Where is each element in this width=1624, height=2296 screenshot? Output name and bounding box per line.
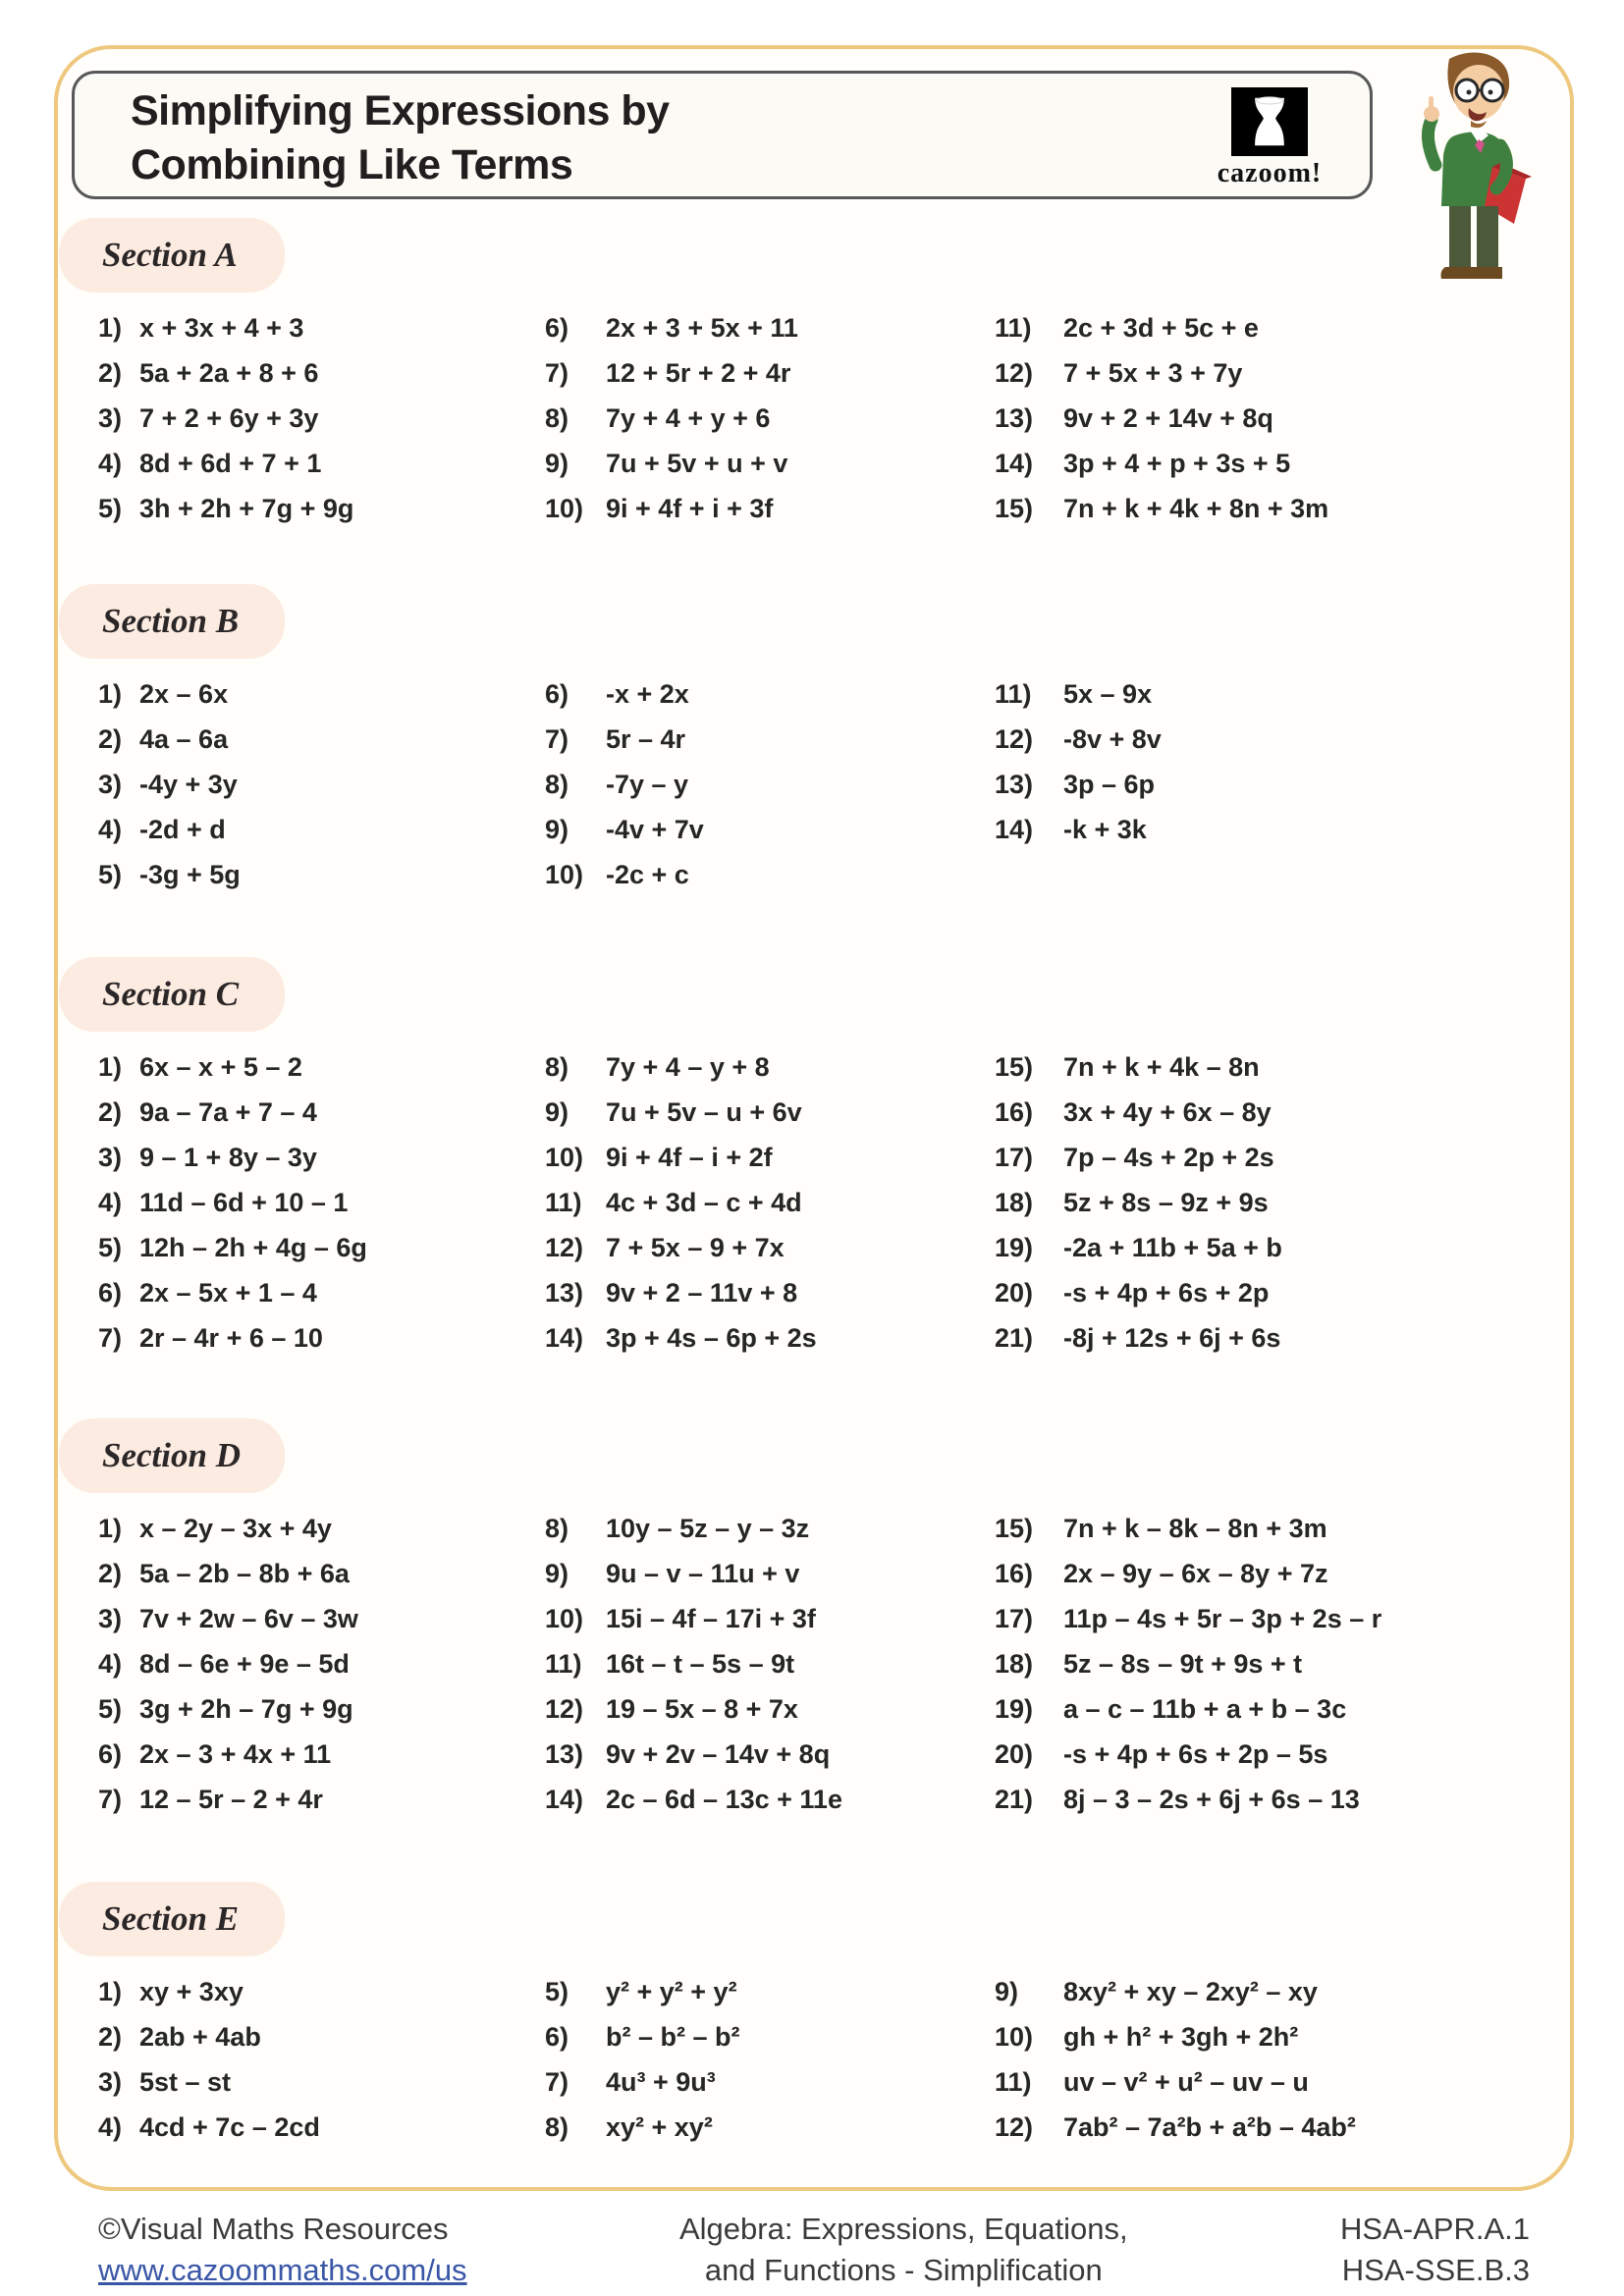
problem-expression: -2c + c [606, 859, 689, 889]
problem-item [98, 2105, 538, 2150]
section-title: Section A [102, 236, 238, 274]
footer-topic-block [679, 2209, 1128, 2291]
problem-column [545, 305, 987, 531]
problem-column [545, 1506, 987, 1822]
problem-expression: 9 – 1 + 8y – 3y [139, 1142, 317, 1172]
problem-expression: -s + 4p + 6s + 2p – 5s [1063, 1738, 1328, 1769]
problem-number: 1) [98, 678, 123, 709]
problem-item [995, 1135, 1584, 1180]
problem-item [995, 1270, 1584, 1315]
problem-item [98, 2059, 538, 2105]
problem-expression: -8j + 12s + 6j + 6s [1063, 1322, 1281, 1353]
section-title: Section D [102, 1436, 241, 1474]
page-footer [98, 2209, 1530, 2291]
problem-item [545, 1686, 987, 1732]
problem-expression: uv – v² + u² – uv – u [1063, 2066, 1309, 2097]
problem-item [545, 1090, 987, 1135]
problem-number: 4) [98, 814, 123, 844]
problem-expression: -k + 3k [1063, 814, 1147, 844]
problem-item [995, 1777, 1584, 1822]
problem-expression: 9v + 2v – 14v + 8q [606, 1738, 831, 1769]
problem-number: 14) [995, 448, 1034, 478]
problem-expression: 5z + 8s – 9z + 9s [1063, 1187, 1269, 1217]
topic-line1: Algebra: Expressions, Equations, [678, 2212, 1128, 2246]
problem-number: 5) [98, 1693, 123, 1724]
problem-expression: 2x – 3 + 4x + 11 [139, 1738, 332, 1769]
problem-item [98, 1270, 538, 1315]
footer-standards-block [1340, 2209, 1530, 2291]
problem-item [995, 350, 1584, 396]
problem-expression: 7n + k + 4k + 8n + 3m [1063, 493, 1329, 523]
problem-item [545, 350, 987, 396]
problem-number: 17) [995, 1603, 1034, 1633]
problem-expression: 7 + 5x + 3 + 7y [1063, 357, 1243, 388]
problem-expression: -7y – y [606, 769, 689, 799]
problem-number: 7) [545, 357, 569, 388]
problem-item [98, 1596, 538, 1641]
problem-expression: 7n + k – 8k – 8n + 3m [1063, 1513, 1327, 1543]
problem-column [98, 305, 538, 531]
problem-number: 8) [545, 402, 569, 433]
problem-number: 2) [98, 2021, 123, 2052]
logo-wordmark: cazoom! [1217, 158, 1323, 188]
problem-number: 9) [545, 1096, 569, 1127]
problem-number: 5) [98, 859, 123, 889]
problem-expression: 7u + 5v + u + v [606, 448, 788, 478]
problem-item [545, 807, 987, 852]
problem-item [995, 1506, 1584, 1551]
problem-expression: 16t – t – 5s – 9t [606, 1648, 795, 1679]
problem-number: 18) [995, 1648, 1034, 1679]
problem-number: 5) [98, 493, 123, 523]
problem-number: 6) [98, 1277, 123, 1308]
problem-expression: 8d – 6e + 9e – 5d [139, 1648, 350, 1679]
problem-item [995, 2059, 1584, 2105]
problem-item [98, 1732, 538, 1777]
problem-item [545, 2014, 987, 2059]
problem-number: 9) [995, 1976, 1019, 2006]
problem-number: 7) [545, 723, 569, 754]
problem-expression: 5a – 2b – 8b + 6a [139, 1558, 350, 1588]
problem-item [995, 1551, 1584, 1596]
problem-expression: 6x – x + 5 – 2 [139, 1051, 302, 1082]
problem-item [545, 1969, 987, 2014]
problem-number: 10) [545, 1603, 584, 1633]
problem-number: 8) [545, 1513, 569, 1543]
problem-item [98, 1180, 538, 1225]
problem-expression: 7 + 2 + 6y + 3y [139, 402, 319, 433]
problem-number: 20) [995, 1738, 1034, 1769]
problem-item [545, 396, 987, 441]
problem-item [545, 1551, 987, 1596]
problem-number: 3) [98, 402, 123, 433]
problem-column [995, 1969, 1584, 2150]
problem-expression: 4u³ + 9u³ [606, 2066, 716, 2097]
problem-item [545, 486, 987, 531]
problem-item [98, 762, 538, 807]
problem-column [545, 671, 987, 897]
problem-expression: 5x – 9x [1063, 678, 1153, 709]
section-title: Section E [102, 1899, 240, 1938]
problem-number: 8) [545, 2111, 569, 2142]
problem-number: 7) [98, 1784, 123, 1814]
problem-item [98, 1506, 538, 1551]
problem-number: 2) [98, 1096, 123, 1127]
problem-number: 13) [995, 402, 1034, 433]
problem-item [995, 396, 1584, 441]
problem-expression: xy + 3xy [139, 1976, 244, 2006]
problem-expression: 15i – 4f – 17i + 3f [606, 1603, 816, 1633]
problem-column [545, 1044, 987, 1361]
problem-expression: 7ab² – 7a²b + a²b – 4ab² [1063, 2111, 1356, 2142]
problem-number: 19) [995, 1232, 1034, 1262]
problem-item [545, 1044, 987, 1090]
problem-number: 13) [545, 1738, 584, 1769]
problem-number: 15) [995, 493, 1034, 523]
problem-number: 21) [995, 1784, 1034, 1814]
problem-expression: 3h + 2h + 7g + 9g [139, 493, 354, 523]
problem-expression: 9u – v – 11u + v [606, 1558, 800, 1588]
problem-item [98, 2014, 538, 2059]
problem-item [98, 1044, 538, 1090]
problem-expression: 7p – 4s + 2p + 2s [1063, 1142, 1274, 1172]
problem-number: 8) [545, 1051, 569, 1082]
problem-number: 5) [545, 1976, 569, 2006]
problem-item [995, 762, 1584, 807]
problem-expression: 9i + 4f – i + 2f [606, 1142, 773, 1172]
problem-number: 4) [98, 448, 123, 478]
problem-item [545, 671, 987, 717]
problem-column [995, 305, 1584, 531]
problem-expression: 3p – 6p [1063, 769, 1156, 799]
problem-item [98, 807, 538, 852]
problem-item [98, 1551, 538, 1596]
problem-item [995, 1180, 1584, 1225]
problem-number: 14) [545, 1784, 584, 1814]
problem-number: 17) [995, 1142, 1034, 1172]
problem-column [98, 671, 538, 897]
problem-item [545, 852, 987, 897]
problem-item [995, 1732, 1584, 1777]
problem-item [98, 486, 538, 531]
problem-item [98, 671, 538, 717]
problem-number: 2) [98, 723, 123, 754]
problem-item [545, 2059, 987, 2105]
problem-column [98, 1969, 538, 2150]
problem-expression: x – 2y – 3x + 4y [139, 1513, 332, 1543]
problem-number: 9) [545, 1558, 569, 1588]
problem-expression: 11d – 6d + 10 – 1 [139, 1187, 349, 1217]
problem-item [98, 1641, 538, 1686]
problem-expression: 9i + 4f + i + 3f [606, 493, 774, 523]
problem-item [545, 1225, 987, 1270]
problem-expression: 7y + 4 + y + 6 [606, 402, 771, 433]
problem-number: 11) [545, 1187, 582, 1217]
problem-item [995, 2014, 1584, 2059]
problem-expression: -x + 2x [606, 678, 689, 709]
problem-number: 8) [545, 769, 569, 799]
problem-number: 14) [545, 1322, 584, 1353]
problem-item [995, 305, 1584, 350]
problem-item [545, 1777, 987, 1822]
problem-column [995, 1044, 1584, 1361]
problem-number: 15) [995, 1051, 1034, 1082]
problem-expression: 19 – 5x – 8 + 7x [606, 1693, 798, 1724]
problem-number: 12) [545, 1693, 584, 1724]
problem-item [545, 1641, 987, 1686]
problem-item [98, 441, 538, 486]
problem-expression: 12 + 5r + 2 + 4r [606, 357, 791, 388]
problem-expression: 3p + 4 + p + 3s + 5 [1063, 448, 1291, 478]
copyright-text: ©Visual Maths Resources [98, 2212, 449, 2246]
problem-item [98, 1135, 538, 1180]
problem-column [98, 1506, 538, 1822]
problem-column [995, 671, 1584, 852]
problem-expression: 9v + 2 – 11v + 8 [606, 1277, 798, 1308]
problem-item [98, 1225, 538, 1270]
problem-expression: 4a – 6a [139, 723, 229, 754]
standard-code-2: HSA-SSE.B.3 [1341, 2253, 1530, 2287]
problem-expression: 4cd + 7c – 2cd [139, 2111, 320, 2142]
section-title: Section B [102, 602, 240, 640]
problem-item [98, 350, 538, 396]
problem-expression: 2x – 9y – 6x – 8y + 7z [1063, 1558, 1328, 1588]
problem-expression: 5a + 2a + 8 + 6 [139, 357, 319, 388]
cazoom-logo [1211, 87, 1328, 189]
problem-expression: 4c + 3d – c + 4d [606, 1187, 802, 1217]
problem-number: 11) [995, 312, 1032, 343]
problem-number: 12) [545, 1232, 584, 1262]
problem-item [545, 441, 987, 486]
problem-expression: gh + h² + 3gh + 2h² [1063, 2021, 1299, 2052]
page-title [131, 84, 670, 192]
problem-expression: 5r – 4r [606, 723, 686, 754]
website-link[interactable]: www.cazoommaths.com/us [98, 2253, 467, 2287]
section-header-pill [59, 218, 285, 293]
problem-number: 3) [98, 1142, 123, 1172]
problem-number: 16) [995, 1096, 1034, 1127]
problem-number: 4) [98, 1648, 123, 1679]
problem-number: 6) [98, 1738, 123, 1769]
problem-number: 20) [995, 1277, 1034, 1308]
problem-column [995, 1506, 1584, 1822]
problem-item [995, 486, 1584, 531]
problem-item [98, 1090, 538, 1135]
problem-expression: -4v + 7v [606, 814, 704, 844]
problem-item [995, 1596, 1584, 1641]
problem-item [98, 1315, 538, 1361]
problem-number: 10) [545, 1142, 584, 1172]
problem-number: 3) [98, 769, 123, 799]
standard-code-1: HSA-APR.A.1 [1340, 2212, 1530, 2246]
problem-number: 1) [98, 1976, 123, 2006]
problem-item [545, 1270, 987, 1315]
problem-item [98, 396, 538, 441]
page-title-line2: Combining Like Terms [131, 141, 573, 188]
teacher-cartoon-illustration [1398, 49, 1532, 297]
problem-number: 1) [98, 1513, 123, 1543]
problem-expression: 11p – 4s + 5r – 3p + 2s – r [1063, 1603, 1382, 1633]
problem-number: 6) [545, 2021, 569, 2052]
problem-item [995, 1641, 1584, 1686]
problem-item [995, 441, 1584, 486]
problem-item [995, 807, 1584, 852]
problem-expression: 3g + 2h – 7g + 9g [139, 1693, 353, 1724]
problem-expression: 2ab + 4ab [139, 2021, 261, 2052]
problem-item [995, 1315, 1584, 1361]
problem-item [545, 762, 987, 807]
problem-item [995, 2105, 1584, 2150]
problem-expression: 2r – 4r + 6 – 10 [139, 1322, 323, 1353]
problem-number: 7) [98, 1322, 123, 1353]
problem-number: 4) [98, 2111, 123, 2142]
problem-number: 9) [545, 814, 569, 844]
problem-number: 18) [995, 1187, 1034, 1217]
problem-expression: 9v + 2 + 14v + 8q [1063, 402, 1273, 433]
problem-number: 1) [98, 312, 123, 343]
problem-expression: 7 + 5x – 9 + 7x [606, 1232, 785, 1262]
problem-expression: 2c + 3d + 5c + e [1063, 312, 1259, 343]
problem-expression: 2x – 6x [139, 678, 229, 709]
problem-number: 13) [995, 769, 1034, 799]
problem-expression: 2x – 5x + 1 – 4 [139, 1277, 317, 1308]
problem-expression: -8v + 8v [1063, 723, 1162, 754]
problem-number: 13) [545, 1277, 584, 1308]
problem-expression: -2a + 11b + 5a + b [1063, 1232, 1282, 1262]
problem-item [545, 1732, 987, 1777]
problem-number: 7) [545, 2066, 569, 2097]
problem-item [995, 1225, 1584, 1270]
section-title: Section C [102, 975, 240, 1013]
problem-item [995, 1686, 1584, 1732]
problem-number: 2) [98, 357, 123, 388]
section-header-pill [59, 957, 285, 1032]
problem-expression: 3x + 4y + 6x – 8y [1063, 1096, 1272, 1127]
problem-item [98, 305, 538, 350]
page-title-line1: Simplifying Expressions by [131, 87, 670, 134]
problem-expression: 5z – 8s – 9t + 9s + t [1063, 1648, 1303, 1679]
topic-line2: and Functions - Simplification [704, 2253, 1103, 2287]
problem-number: 21) [995, 1322, 1034, 1353]
problem-item [545, 2105, 987, 2150]
problem-item [98, 717, 538, 762]
problem-expression: b² – b² – b² [606, 2021, 740, 2052]
problem-expression: 12 – 5r – 2 + 4r [139, 1784, 323, 1814]
problem-item [98, 1777, 538, 1822]
problem-expression: 7u + 5v – u + 6v [606, 1096, 802, 1127]
problem-item [995, 671, 1584, 717]
problem-number: 10) [995, 2021, 1034, 2052]
problem-number: 15) [995, 1513, 1034, 1543]
problem-item [545, 1506, 987, 1551]
problem-number: 2) [98, 1558, 123, 1588]
problem-item [545, 717, 987, 762]
problem-number: 12) [995, 2111, 1034, 2142]
problem-expression: 12h – 2h + 4g – 6g [139, 1232, 367, 1262]
worksheet-header [72, 71, 1373, 199]
problem-expression: 7v + 2w – 6v – 3w [139, 1603, 358, 1633]
problem-item [98, 852, 538, 897]
footer-copyright-block [98, 2209, 467, 2291]
section-header-pill [59, 1882, 285, 1956]
problem-number: 12) [995, 357, 1034, 388]
problem-item [995, 717, 1584, 762]
problem-item [545, 1315, 987, 1361]
drum-goblet-icon [1231, 87, 1308, 156]
problem-number: 16) [995, 1558, 1034, 1588]
problem-number: 14) [995, 814, 1034, 844]
problem-expression: 8xy² + xy – 2xy² – xy [1063, 1976, 1318, 2006]
problem-expression: a – c – 11b + a + b – 3c [1063, 1693, 1347, 1724]
problem-number: 1) [98, 1051, 123, 1082]
problem-number: 10) [545, 493, 584, 523]
problem-expression: -s + 4p + 6s + 2p [1063, 1277, 1270, 1308]
problem-item [995, 1969, 1584, 2014]
problem-expression: -4y + 3y [139, 769, 238, 799]
problem-column [98, 1044, 538, 1361]
problem-number: 4) [98, 1187, 123, 1217]
problem-expression: 3p + 4s – 6p + 2s [606, 1322, 817, 1353]
problem-expression: 2x + 3 + 5x + 11 [606, 312, 798, 343]
problem-expression: 9a – 7a + 7 – 4 [139, 1096, 317, 1127]
problem-number: 3) [98, 1603, 123, 1633]
problem-expression: 8d + 6d + 7 + 1 [139, 448, 322, 478]
problem-item [545, 1135, 987, 1180]
problem-item [995, 1044, 1584, 1090]
problem-expression: -3g + 5g [139, 859, 241, 889]
problem-item [545, 1596, 987, 1641]
problem-expression: xy² + xy² [606, 2111, 713, 2142]
problem-number: 11) [995, 2066, 1032, 2097]
problem-number: 6) [545, 678, 569, 709]
problem-expression: x + 3x + 4 + 3 [139, 312, 304, 343]
problem-number: 9) [545, 448, 569, 478]
problem-expression: 8j – 3 – 2s + 6j + 6s – 13 [1063, 1784, 1360, 1814]
section-header-pill [59, 584, 285, 659]
problem-number: 19) [995, 1693, 1034, 1724]
problem-expression: 7n + k + 4k – 8n [1063, 1051, 1260, 1082]
problem-expression: 5st – st [139, 2066, 232, 2097]
problem-item [995, 1090, 1584, 1135]
problem-number: 6) [545, 312, 569, 343]
problem-item [545, 305, 987, 350]
problem-expression: -2d + d [139, 814, 226, 844]
problem-number: 3) [98, 2066, 123, 2097]
problem-number: 12) [995, 723, 1034, 754]
problem-expression: 10y – 5z – y – 3z [606, 1513, 810, 1543]
section-header-pill [59, 1418, 285, 1493]
problem-item [98, 1969, 538, 2014]
problem-expression: y² + y² + y² [606, 1976, 737, 2006]
problem-column [545, 1969, 987, 2150]
problem-expression: 2c – 6d – 13c + 11e [606, 1784, 842, 1814]
problem-number: 11) [995, 678, 1032, 709]
problem-number: 5) [98, 1232, 123, 1262]
problem-expression: 7y + 4 – y + 8 [606, 1051, 770, 1082]
problem-number: 10) [545, 859, 584, 889]
problem-item [545, 1180, 987, 1225]
problem-number: 11) [545, 1648, 582, 1679]
problem-item [98, 1686, 538, 1732]
